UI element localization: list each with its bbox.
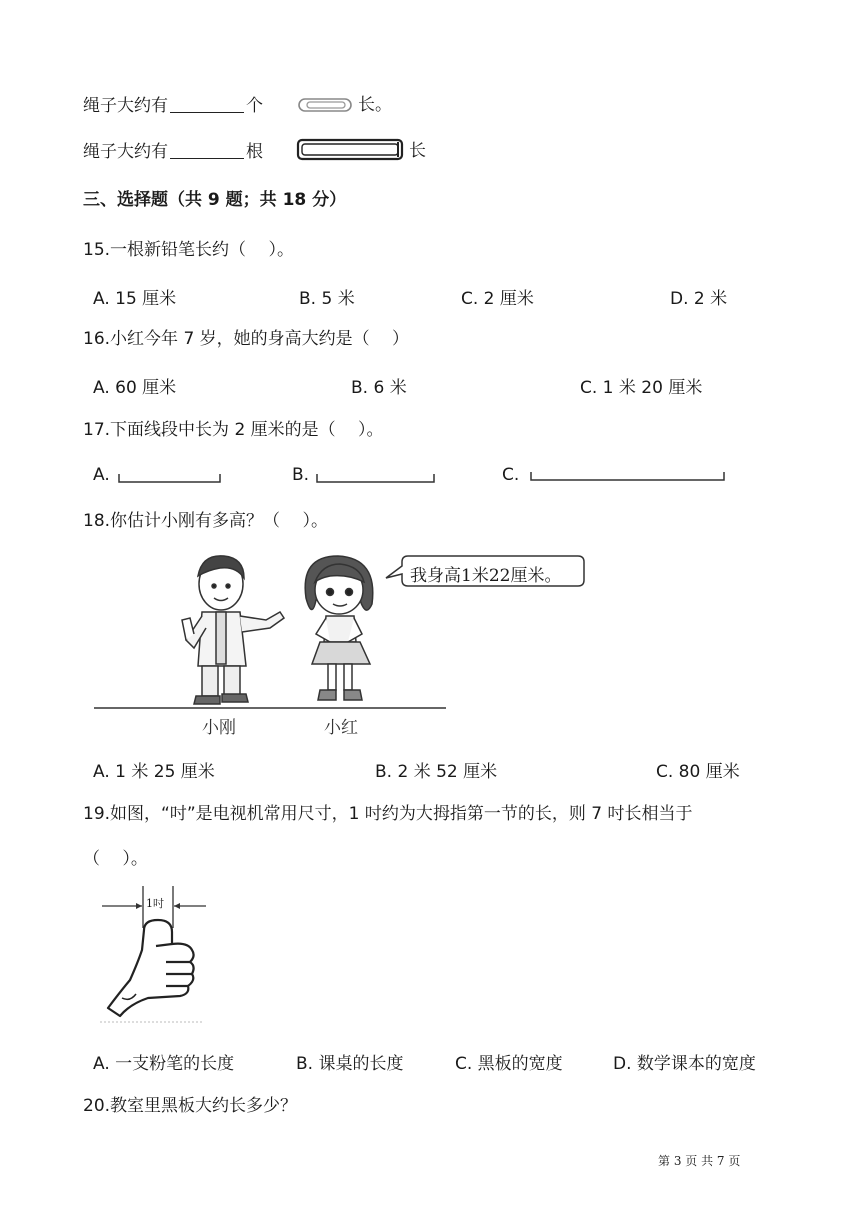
rope-stick-line — [83, 140, 263, 163]
q19-option-a[interactable]: A. 一支粉笔的长度 — [93, 1054, 235, 1074]
rope-stick-suffix: 长 — [409, 141, 426, 161]
girl-figure — [305, 556, 373, 700]
q19-option-c[interactable]: C. 黑板的宽度 — [455, 1054, 563, 1074]
rope-stick-unit: 根 — [246, 142, 263, 162]
q16-option-c[interactable]: C. 1 米 20 厘米 — [580, 378, 703, 398]
boy-figure — [182, 556, 284, 704]
thumbs-up-icon — [108, 920, 194, 1016]
rope-stick-prefix: 绳子大约有 — [83, 142, 168, 162]
question-18-stem: 18.你估计小刚有多高？（ ）。 — [83, 511, 328, 531]
inch-label: 1吋 — [146, 897, 164, 910]
q17-option-b[interactable]: B. — [292, 465, 310, 485]
q15-option-d[interactable]: D. 2 米 — [670, 289, 728, 309]
rope-clip-unit: 个 — [246, 96, 263, 116]
q19-option-b[interactable]: B. 课桌的长度 — [296, 1054, 404, 1074]
answer-blank[interactable] — [170, 94, 244, 113]
rope-clip-prefix: 绳子大约有 — [83, 96, 168, 116]
q16-option-b[interactable]: B. 6 米 — [351, 378, 407, 398]
speech-bubble-text: 我身高1米22厘米。 — [410, 566, 562, 586]
question-17-stem: 17.下面线段中长为 2 厘米的是（ ）。 — [83, 420, 384, 440]
q17-option-c[interactable]: C. — [502, 465, 520, 485]
q19-option-d[interactable]: D. 数学课本的宽度 — [613, 1054, 756, 1074]
page-footer: 第 3 页 共 7 页 — [658, 1154, 741, 1168]
section-title: 三、选择题（共 9 题；共 18 分） — [83, 190, 347, 210]
question-16-stem: 16.小红今年 7 岁，她的身高大约是（ ） — [83, 329, 410, 349]
q15-option-c[interactable]: C. 2 厘米 — [461, 289, 534, 309]
answer-blank[interactable] — [170, 140, 244, 159]
segment-c — [530, 470, 726, 482]
q18-option-b[interactable]: B. 2 米 52 厘米 — [375, 762, 498, 782]
segment-b — [316, 472, 436, 484]
q18-option-c[interactable]: C. 80 厘米 — [656, 762, 740, 782]
q18-option-a[interactable]: A. 1 米 25 厘米 — [93, 762, 215, 782]
question-19-stem-line2: （ ）。 — [83, 849, 148, 869]
segment-a — [118, 472, 222, 484]
q15-option-b[interactable]: B. 5 米 — [299, 289, 355, 309]
question-20-stem: 20.教室里黑板大约长多少？ — [83, 1096, 298, 1116]
stick-icon — [297, 139, 405, 161]
q15-option-a[interactable]: A. 15 厘米 — [93, 289, 177, 309]
rope-clip-line — [83, 94, 263, 117]
paper-clip-icon — [298, 97, 354, 113]
q17-option-a[interactable]: A. — [93, 465, 110, 485]
question-19-stem-line1: 19.如图，“吋”是电视机常用尺寸，1 吋约为大拇指第一节的长，则 7 吋长相当于 — [83, 804, 693, 824]
girl-label: 小红 — [324, 718, 358, 738]
rope-clip-suffix: 长。 — [358, 95, 392, 115]
question-15-stem: 15.一根新铅笔长约（ ）。 — [83, 240, 294, 260]
boy-label: 小刚 — [202, 718, 236, 738]
q16-option-a[interactable]: A. 60 厘米 — [93, 378, 177, 398]
